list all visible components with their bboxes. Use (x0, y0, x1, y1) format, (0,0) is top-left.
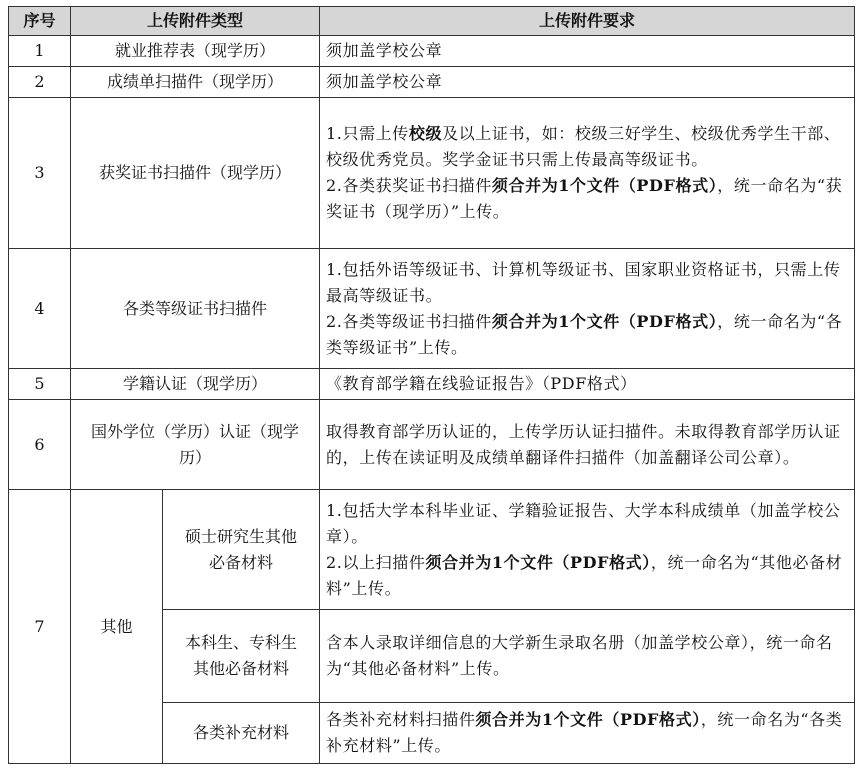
header-no: 序号 (9, 7, 71, 36)
row-type: 各类等级证书扫描件 (71, 249, 320, 369)
row-type: 获奖证书扫描件（现学历） (71, 98, 320, 249)
row-type: 国外学位（学历）认证（现学历） (71, 400, 320, 490)
table-row (9, 490, 855, 610)
row-requirement (320, 249, 855, 369)
row-requirement (320, 703, 855, 764)
requirement-item: 2.以上扫描件须合并为1个文件（PDF格式），统一命名为“其他必备材料”上传。 (326, 552, 843, 598)
row-requirement: 取得教育部学历认证的，上传学历认证扫描件。未取得教育部学历认证的，上传在读证明及成绩单翻译件扫描件（加盖翻译公司公章）。 (320, 400, 855, 490)
row-requirement (320, 98, 855, 249)
table-row (9, 36, 855, 67)
row-type: 其他 (71, 490, 163, 764)
row-no: 5 (9, 369, 71, 400)
header-requirement: 上传附件要求 (320, 7, 855, 36)
row-no: 4 (9, 249, 71, 369)
row-no: 2 (9, 67, 71, 98)
requirement-item: 2.各类等级证书扫描件须合并为1个文件（PDF格式），统一命名为“各类等级证书”上传。 (326, 311, 843, 357)
row-type: 成绩单扫描件（现学历） (71, 67, 320, 98)
attachment-requirements-table (8, 6, 855, 764)
requirement-item: 1.包括大学本科毕业证、学籍验证报告、大学本科成绩单（加盖学校公章）。 (326, 500, 841, 546)
row-requirement: 须加盖学校公章 (320, 36, 855, 67)
row-requirement: 《教育部学籍在线验证报告》（PDF格式） (320, 369, 855, 400)
row-requirement (320, 490, 855, 610)
row-type: 就业推荐表（现学历） (71, 36, 320, 67)
requirement-item: 1.包括外语等级证书、计算机等级证书、国家职业资格证书，只需上传最高等级证书。 (326, 259, 841, 305)
table-row (9, 67, 855, 98)
row-requirement: 须加盖学校公章 (320, 67, 855, 98)
subrow-type: 本科生、专科生其他必备材料 (163, 610, 320, 703)
row-no: 3 (9, 98, 71, 249)
row-no: 6 (9, 400, 71, 490)
requirement-item: 1.只需上传校级及以上证书，如：校级三好学生、校级优秀学生干部、校级优秀党员。奖学金证书只需上传最高等级证书。 (326, 124, 841, 169)
row-no: 7 (9, 490, 71, 764)
subrow-type: 硕士研究生其他必备材料 (163, 490, 320, 610)
row-no: 1 (9, 36, 71, 67)
subrow-type: 各类补充材料 (163, 703, 320, 764)
table-row (9, 98, 855, 249)
row-type: 学籍认证（现学历） (71, 369, 320, 400)
table-row (9, 249, 855, 369)
header-type: 上传附件类型 (71, 7, 320, 36)
requirement-item: 2.各类获奖证书扫描件须合并为1个文件（PDF格式），统一命名为“获奖证书（现学历）”上传。 (326, 176, 843, 221)
requirement-item: 各类补充材料扫描件须合并为1个文件（PDF格式），统一命名为“各类补充材料”上传。 (326, 710, 843, 755)
table-row (9, 400, 855, 490)
table-row (9, 369, 855, 400)
table-header-row (9, 7, 855, 36)
row-requirement: 含本人录取详细信息的大学新生录取名册（加盖学校公章），统一命名为“其他必备材料”上传。 (320, 610, 855, 703)
